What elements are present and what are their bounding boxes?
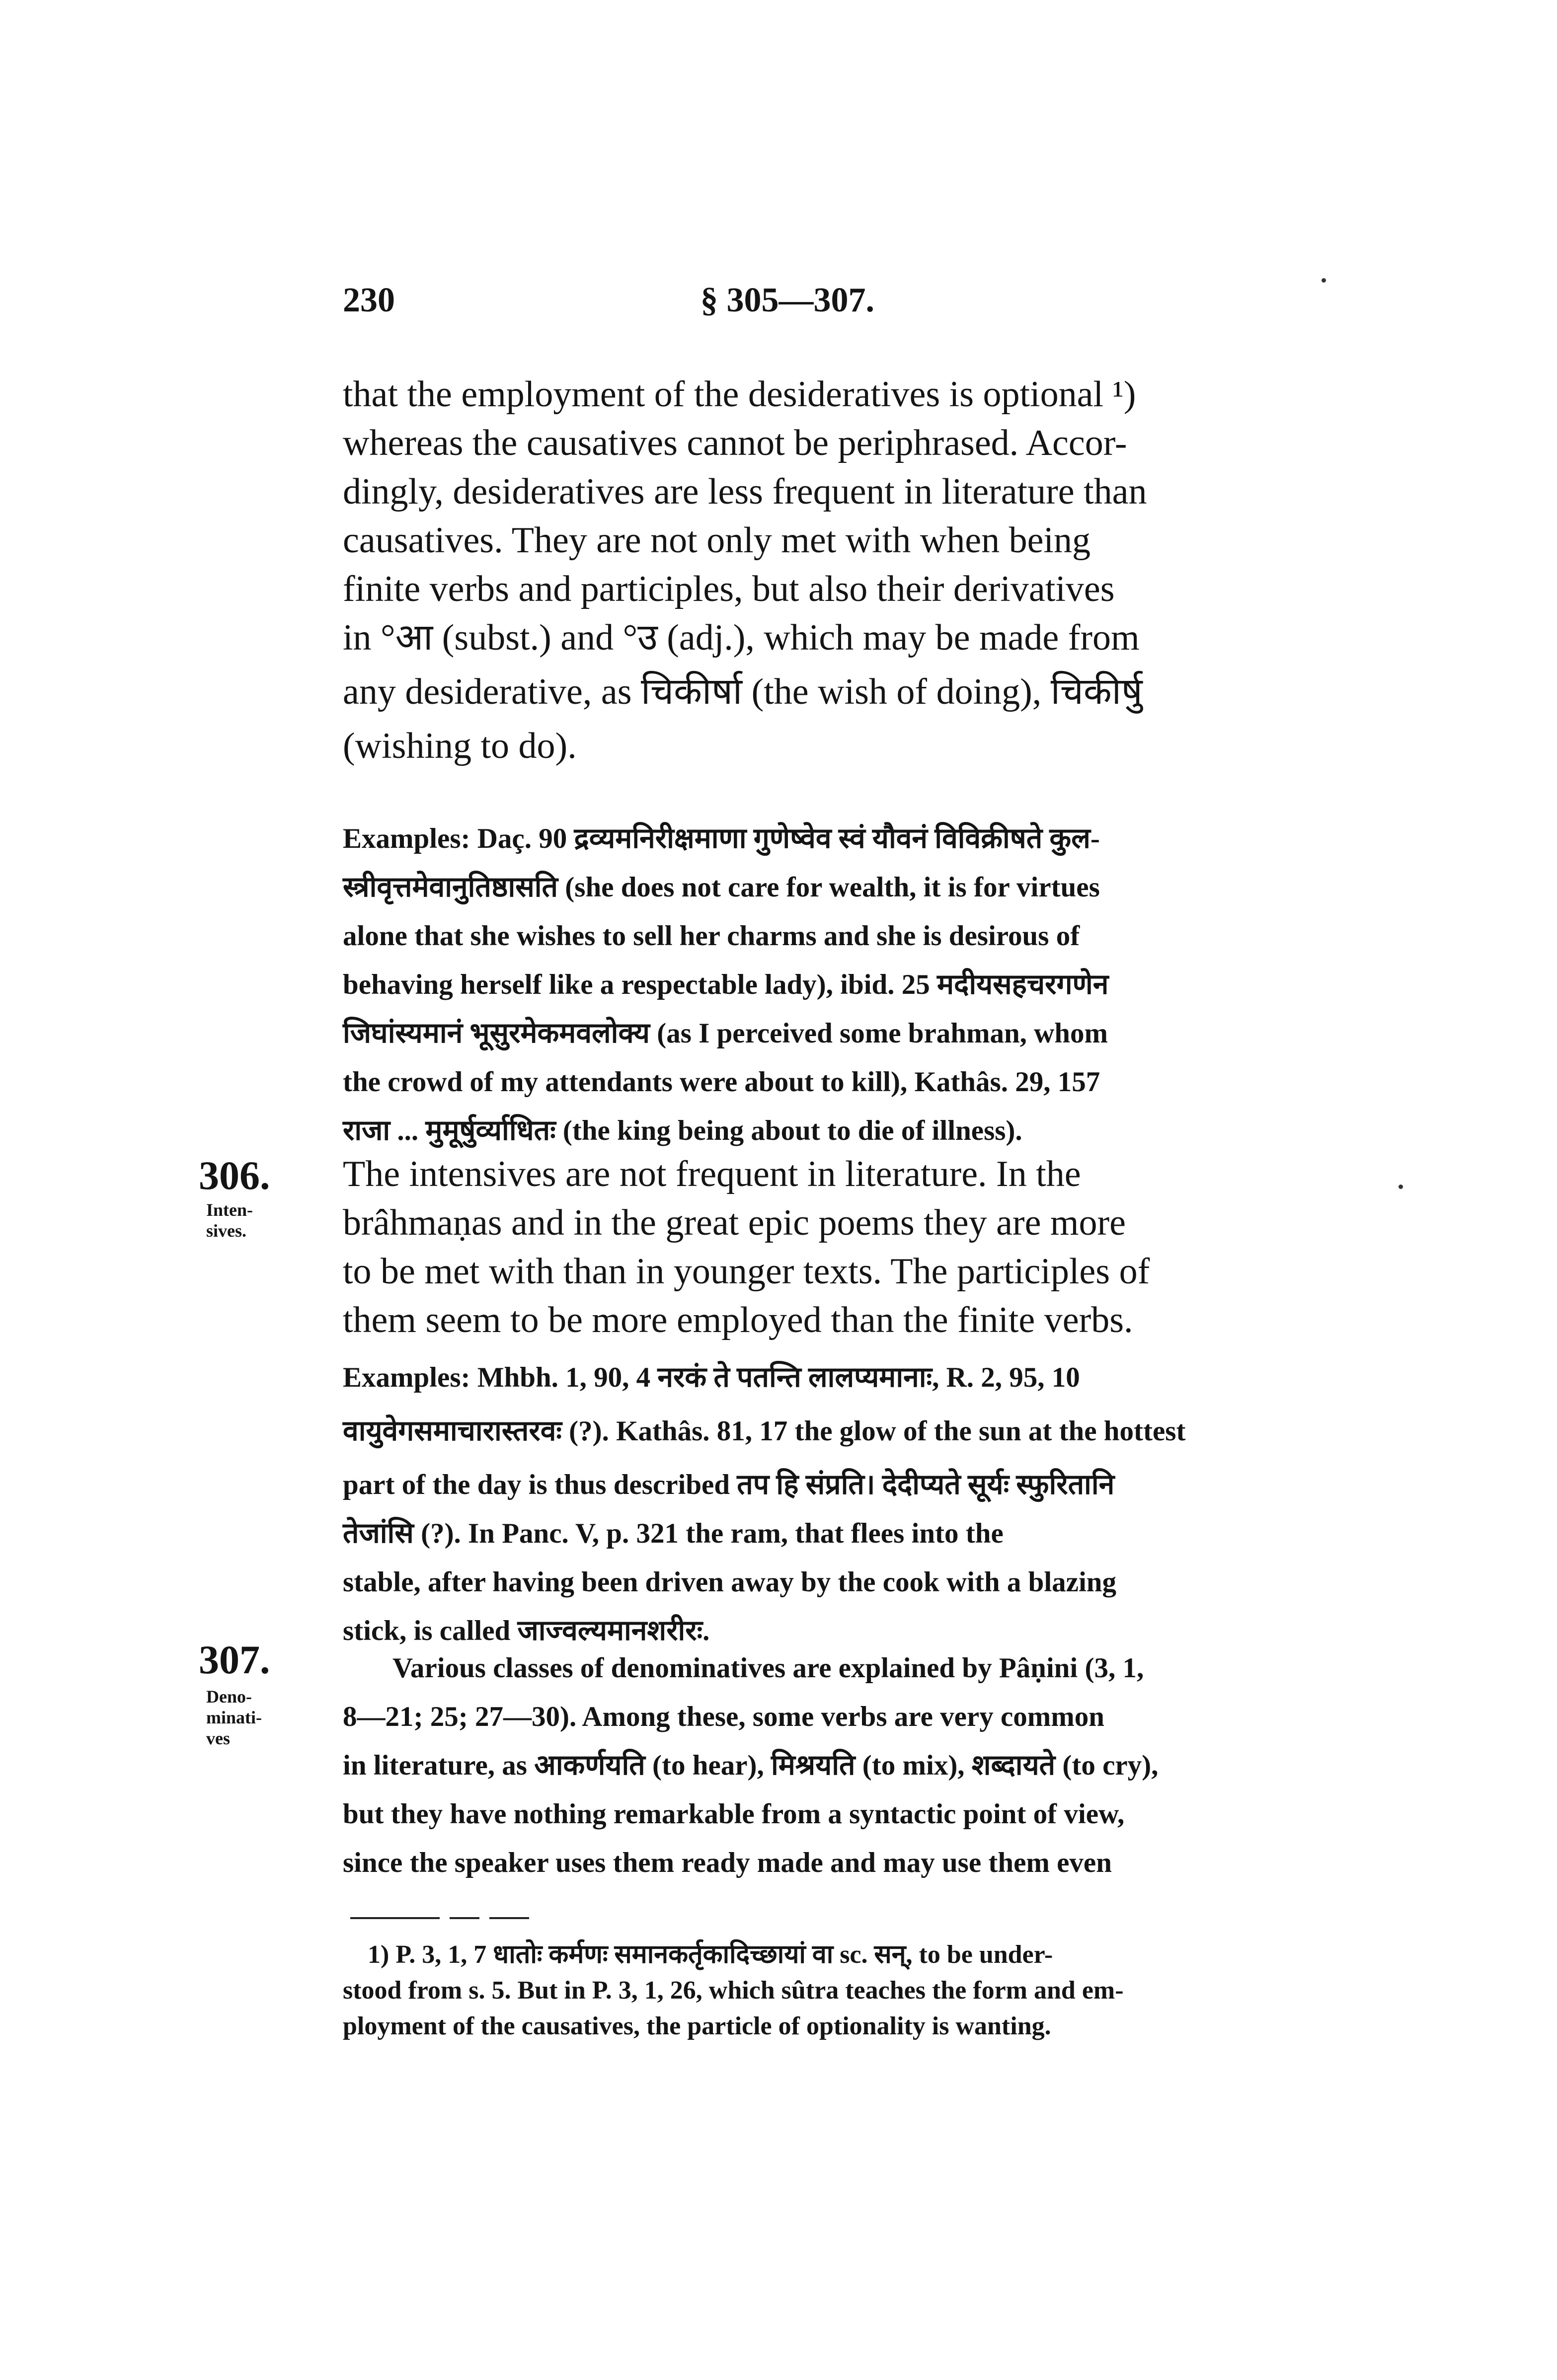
example-line: part of the day is thus described तप हि संप्रति। देदीप्यते सूर्यः स्फुरितानि xyxy=(343,1469,1115,1500)
footnote-line: 1) P. 3, 1, 7 धातोः कर्मणः समानकर्तृकादिच्छायां वा sc. सन्, to be under- xyxy=(368,1940,1053,1969)
page-number: 230 xyxy=(343,281,395,319)
paragraph-306 xyxy=(343,1150,1356,1344)
text-line: 8—21; 25; 27—30). Among these, some verbs are very common xyxy=(343,1701,1104,1732)
example-line: स्त्रीवृत्तमेवानुतिष्ठासति (she does not care for wealth, it is for virtues xyxy=(343,872,1100,903)
example-line: stick, is called जाज्वल्यमानशरीरः. xyxy=(343,1615,710,1646)
text-line: to be met with than in younger texts. The participles of xyxy=(343,1251,1150,1292)
footnote-line: stood from s. 5. But in P. 3, 1, 26, which sûtra teaches the form and em- xyxy=(343,1976,1124,2005)
example-line: Examples: Daç. 90 द्रव्यमनिरीक्षमाणा गुणेष्वेव स्वं यौवनं विविक्रीषते कुल- xyxy=(343,823,1100,854)
footnote-rule-dash xyxy=(489,1917,529,1919)
example-line: behaving herself like a respectable lady), ibid. 25 मदीयसहचरगणेन xyxy=(343,969,1109,1000)
example-line: राजा ... मुमूर्षुर्व्याधितः (the king being about to die of illness). xyxy=(343,1115,1022,1146)
example-line: Examples: Mhbh. 1, 90, 4 नरकं ते पतन्ति लालप्यमानाः, R. 2, 95, 10 xyxy=(343,1362,1080,1393)
footnote xyxy=(343,1937,1361,2044)
example-line: the crowd of my attendants were about to kill), Kathâs. 29, 157 xyxy=(343,1066,1100,1098)
examples-305 xyxy=(343,815,1356,1155)
text-line: in °आ (subst.) and °उ (adj.), which may be made from xyxy=(343,617,1140,658)
footnote-rule-dash xyxy=(450,1917,479,1919)
text-line: The intensives are not frequent in literature. In the xyxy=(343,1154,1081,1194)
example-line: जिघांस्यमानं भूसुरमेकमवलोक्य (as I perceived some brahman, whom xyxy=(343,1018,1108,1049)
paragraph-307-first-line xyxy=(392,1644,1356,1693)
paragraph-307 xyxy=(343,1693,1356,1887)
text-line: whereas the causatives cannot be periphrased. Accor- xyxy=(343,423,1127,463)
text-line: causatives. They are not only met with when being xyxy=(343,520,1090,561)
example-line: alone that she wishes to sell her charms and she is desirous of xyxy=(343,920,1080,952)
text-line: but they have nothing remarkable from a syntactic point of view, xyxy=(343,1798,1125,1830)
section-number-307: 307. xyxy=(199,1637,270,1682)
section-number-306: 306. xyxy=(199,1153,270,1198)
text-line: in literature, as आकर्णयति (to hear), मिश्रयति (to mix), शब्दायते (to cry), xyxy=(343,1750,1159,1781)
example-line: तेजांसि (?). In Panc. V, p. 321 the ram, that flees into the xyxy=(343,1518,1004,1549)
examples-306 xyxy=(343,1353,1356,1655)
text-line: dingly, desideratives are less frequent in literature than xyxy=(343,471,1147,512)
text-line: brâhmaṇas and in the great epic poems they are more xyxy=(343,1202,1126,1243)
example-line: वायुवेगसमाचारास्तरवः (?). Kathâs. 81, 17 the glow of the sun at the hottest xyxy=(343,1415,1186,1447)
margin-label-intensives: Inten- sives. xyxy=(206,1200,253,1241)
text-line: them seem to be more employed than the finite verbs. xyxy=(343,1300,1133,1340)
margin-label-denominatives: Deno- minati- ves xyxy=(206,1687,262,1748)
footnote-rule xyxy=(350,1917,440,1919)
print-speck xyxy=(1399,1185,1403,1189)
section-range-header: § 305—307. xyxy=(701,281,874,319)
text-line: finite verbs and participles, but also their derivatives xyxy=(343,569,1115,609)
footnote-line: ployment of the causatives, the particle of optionality is wanting. xyxy=(343,2012,1051,2040)
text-line: since the speaker uses them ready made and may use them even xyxy=(343,1847,1112,1878)
text-line: any desiderative, as चिकीर्षा (the wish of doing), चिकीर्षु xyxy=(343,671,1143,712)
print-speck xyxy=(1322,278,1326,283)
text-line: (wishing to do). xyxy=(343,726,577,766)
text-line: that the employment of the desideratives is optional ¹) xyxy=(343,374,1136,415)
example-line: stable, after having been driven away by the cook with a blazing xyxy=(343,1566,1117,1598)
text-line: Various classes of denominatives are explained by Pâṇini (3, 1, xyxy=(392,1652,1144,1684)
paragraph-305 xyxy=(343,370,1356,770)
